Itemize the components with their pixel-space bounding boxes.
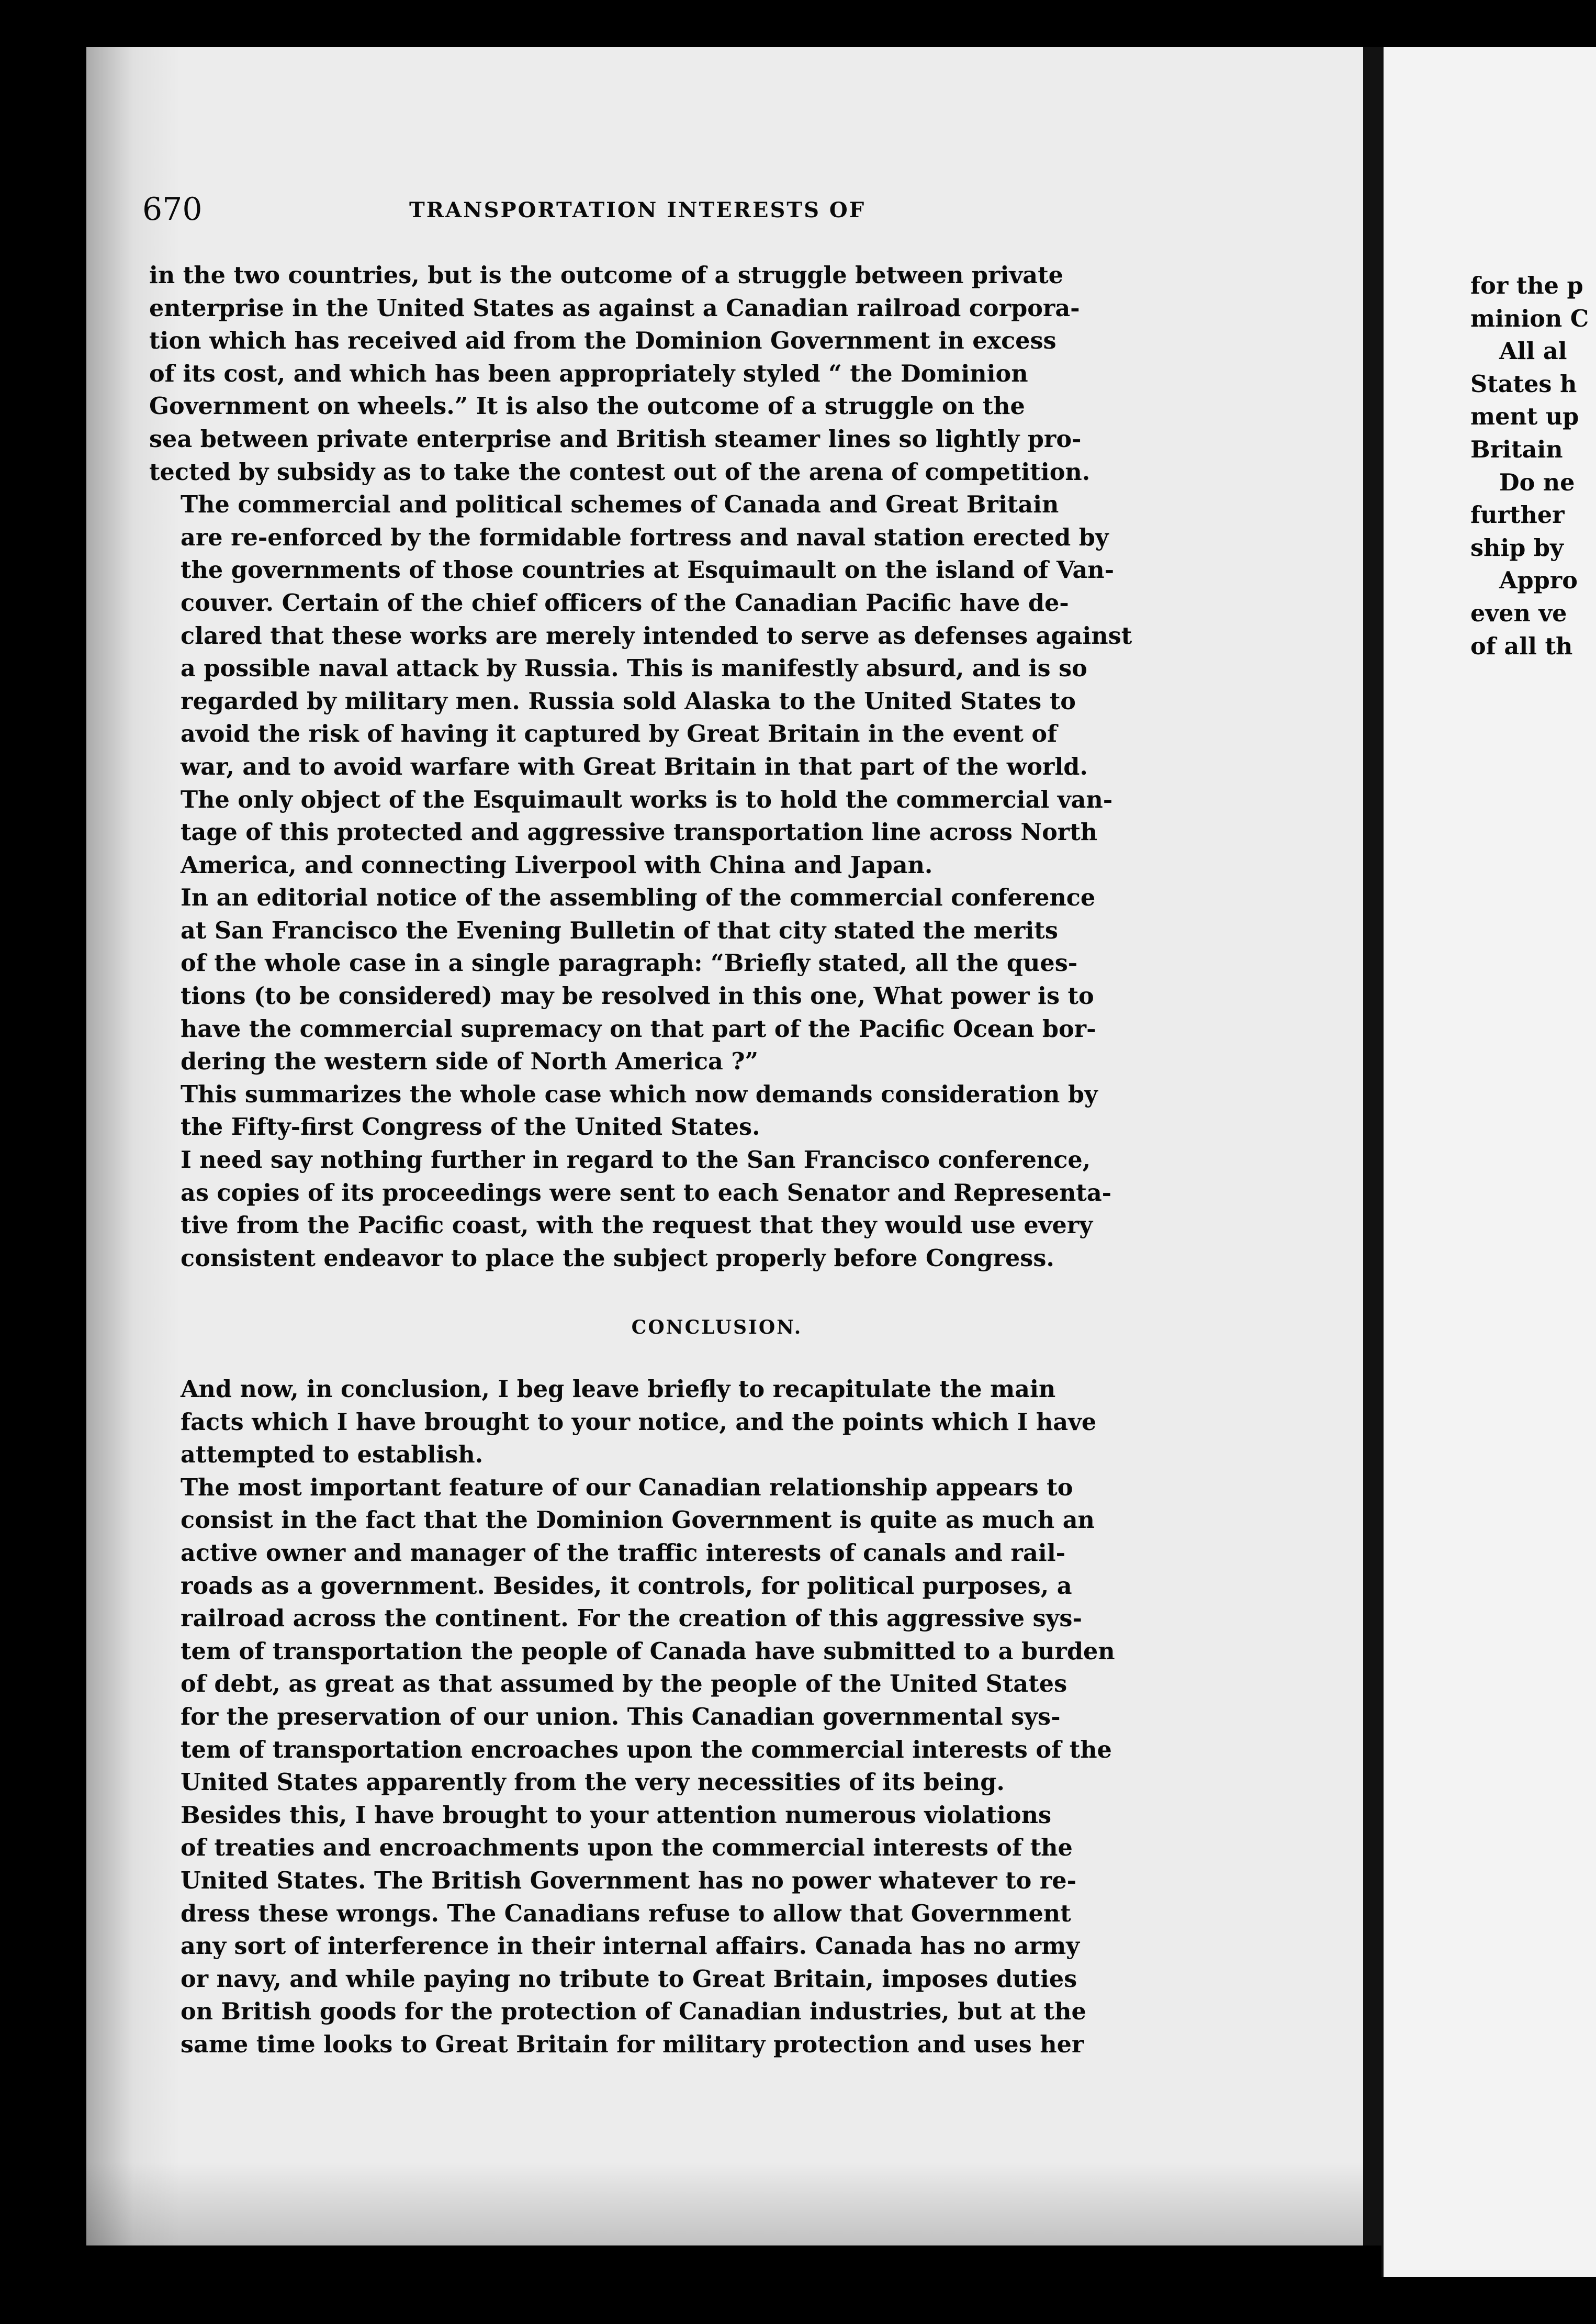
text-line: Government on wheels.” It is also the outcome of a struggle on the [149,393,1025,420]
text-line: dering the western side of North America ?” [181,1048,759,1076]
text-line: of debt, as great as that assumed by the people of the United States [181,1670,1067,1698]
text-line: the Fifty-first Congress of the United States. [181,1113,760,1141]
text-line: or navy, and while paying no tribute to Great Britain, imposes duties [181,1965,1077,1993]
text-line: tem of transportation encroaches upon the commercial interests of the [181,1736,1112,1763]
text-line: war, and to avoid warfare with Great Britain in that part of the world. [181,753,1088,780]
page-number: 670 [142,191,203,228]
text-line: at San Francisco the Evening Bulletin of that city stated the merits [181,917,1058,944]
text-line: of its cost, and which has been appropriately styled “ the Dominion [149,360,1028,387]
text-line: tected by subsidy as to take the contest out of the arena of competition. [149,458,1091,486]
section-heading: CONCLUSION. [631,1316,803,1339]
paragraph [149,1373,1285,1471]
text-line: I need say nothing further in regard to the San Francisco conference, [181,1146,1091,1174]
facing-page-line: ment up [1470,403,1579,431]
facing-page-line: minion C [1470,305,1589,332]
main-text-column [149,259,1285,2061]
text-line: railroad across the continent. For the creation of this aggressive sys- [181,1605,1082,1633]
text-line: facts which I have brought to your notice, and the points which I have [181,1408,1097,1436]
text-line: consist in the fact that the Dominion Government is quite as much an [181,1506,1095,1534]
text-line: same time looks to Great Britain for military protection and uses her [181,2030,1084,2058]
text-line: sea between private enterprise and British steamer lines so lightly pro- [149,425,1082,453]
text-line: Besides this, I have brought to your attention numerous violations [181,1801,1051,1829]
facing-page-line: States h [1470,370,1577,398]
paragraph [149,1471,1285,1799]
text-line: The only object of the Esquimault works is to hold the commercial van- [181,786,1113,813]
text-line: dress these wrongs. The Canadians refuse to allow that Government [181,1900,1071,1927]
text-line: the governments of those countries at Esquimault on the island of Van- [181,556,1115,584]
paragraph [149,488,1285,881]
facing-page-line: further [1470,501,1565,529]
facing-page-line: Britain [1470,435,1563,463]
paragraph [149,1799,1285,2061]
text-line: enterprise in the United States as against a Canadian railroad corpora- [149,294,1080,322]
facing-page-line: for the p [1470,272,1583,299]
text-line: roads as a government. Besides, it controls, for political purposes, a [181,1572,1072,1600]
running-title: TRANSPORTATION INTERESTS OF [409,198,866,222]
text-line: couver. Certain of the chief officers of the Canadian Pacific have de- [181,589,1069,617]
text-line: regarded by military men. Russia sold Alaska to the United States to [181,687,1076,715]
paragraph [149,1078,1285,1144]
text-line: a possible naval attack by Russia. This is manifestly absurd, and is so [181,655,1087,683]
text-line: are re-enforced by the formidable fortress and naval station erected by [181,523,1109,551]
text-line: attempted to establish. [181,1441,484,1469]
text-line: in the two countries, but is the outcome of a struggle between private [149,262,1063,289]
facing-page-line: All al [1499,338,1567,365]
text-line: America, and connecting Liverpool with China and Japan. [181,851,933,879]
text-line: The most important feature of our Canadian relationship appears to [181,1473,1073,1501]
text-line: of treaties and encroachments upon the commercial interests of the [181,1834,1073,1862]
text-line: consistent endeavor to place the subject properly before Congress. [181,1244,1054,1272]
running-header [142,186,1294,233]
text-line: United States. The British Government has no power whatever to re- [181,1867,1077,1894]
text-line: tive from the Pacific coast, with the request that they would use every [181,1212,1093,1239]
paragraph [149,881,1285,1078]
text-line: United States apparently from the very necessities of its being. [181,1769,1005,1796]
text-line: for the preservation of our union. This Canadian governmental sys- [181,1703,1061,1730]
paragraph [149,259,1285,488]
text-line: any sort of interference in their internal affairs. Canada has no army [181,1932,1080,1960]
paragraph [149,1144,1285,1275]
text-line: as copies of its proceedings were sent to each Senator and Representa- [181,1179,1112,1206]
text-line: clared that these works are merely intended to serve as defenses against [181,622,1132,650]
text-line: of the whole case in a single paragraph: “Briefly stated, all the ques- [181,949,1078,977]
facing-page-text [1470,270,1596,663]
facing-page-line: ship by [1470,534,1564,562]
facing-page-line: Do ne [1499,468,1575,496]
text-line: tion which has received aid from the Dominion Government in excess [149,327,1056,355]
facing-page-line: even ve [1470,599,1567,627]
text-line: The commercial and political schemes of Canada and Great Britain [181,491,1059,519]
text-line: have the commercial supremacy on that part of the Pacific Ocean bor- [181,1015,1096,1043]
text-line: And now, in conclusion, I beg leave briefly to recapitulate the main [181,1376,1056,1403]
text-line: tage of this protected and aggressive transportation line across North [181,819,1098,846]
text-line: tions (to be considered) may be resolved in this one, What power is to [181,982,1094,1010]
text-line: In an editorial notice of the assembling of the commercial conference [181,884,1096,912]
facing-page-line: of all th [1470,632,1573,660]
text-line: on British goods for the protection of Canadian industries, but at the [181,1998,1086,2026]
text-line: active owner and manager of the traffic interests of canals and rail- [181,1539,1066,1567]
text-line: tem of transportation the people of Canada have submitted to a burden [181,1637,1115,1665]
page-gutter [1363,47,1381,2245]
text-line: avoid the risk of having it captured by Great Britain in the event of [181,720,1058,748]
text-line: This summarizes the whole case which now demands consideration by [181,1080,1098,1108]
facing-page-line: Appro [1499,567,1578,595]
